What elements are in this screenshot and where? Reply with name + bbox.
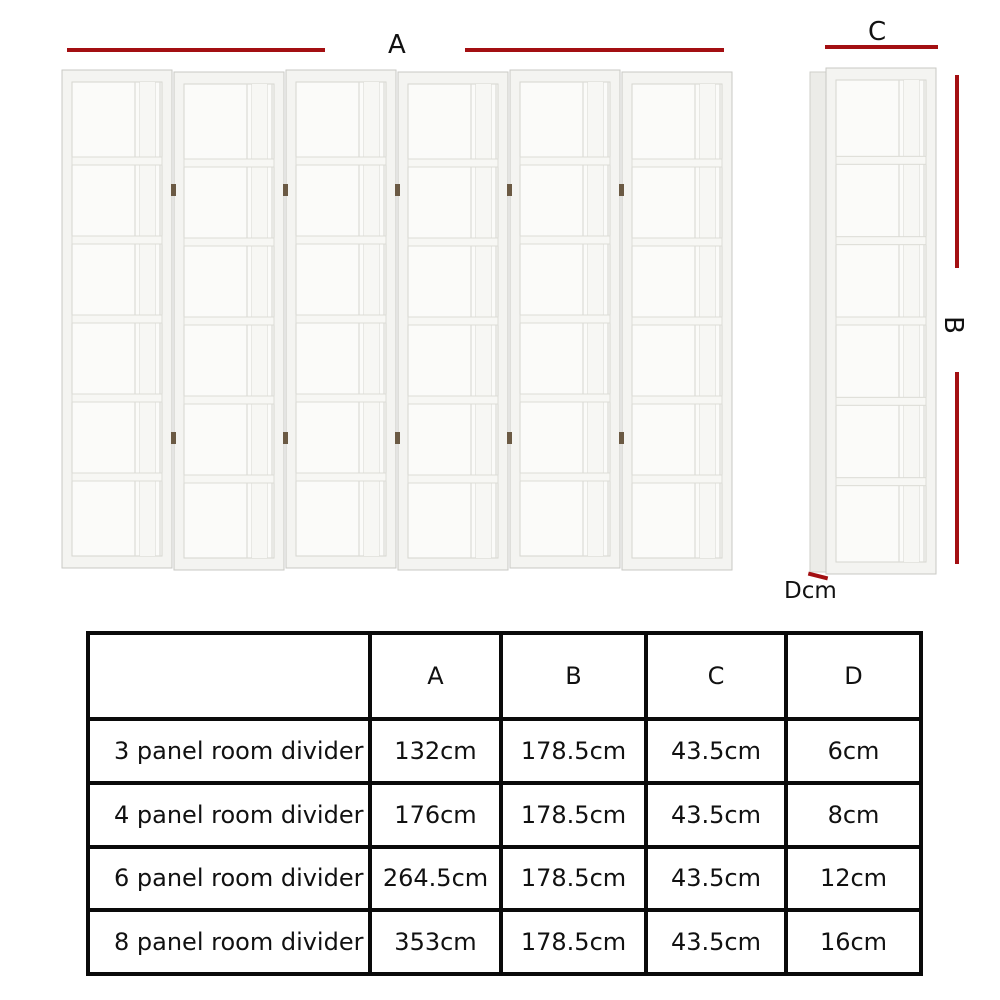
hinge-icon (171, 432, 176, 444)
cell-d: 8cm (786, 783, 921, 847)
divider-panel (62, 70, 172, 568)
header-cell-b: B (501, 633, 646, 719)
dimension-a-line-left (67, 48, 325, 52)
row-label: 6 panel room divider (88, 847, 370, 911)
divider-panel-side (826, 68, 936, 574)
cell-d: 12cm (786, 847, 921, 911)
dimension-b-line-bottom (955, 372, 959, 564)
table-row (88, 847, 921, 911)
dimension-b-label: B (937, 316, 968, 334)
dimension-a-line-right (465, 48, 724, 52)
cell-c: 43.5cm (646, 783, 786, 847)
header-cell-a: A (370, 633, 501, 719)
cell-d: 16cm (786, 910, 921, 974)
header-cell-d: D (786, 633, 921, 719)
hinge-icon (507, 184, 512, 196)
hinge-icon (283, 184, 288, 196)
divider-panel (510, 70, 620, 568)
table-row (88, 719, 921, 783)
hinge-icon (619, 432, 624, 444)
dimension-b-line-top (955, 75, 959, 268)
hinge-icon (619, 184, 624, 196)
cell-a: 132cm (370, 719, 501, 783)
divider-panel (286, 70, 396, 568)
hinge-icon (395, 184, 400, 196)
divider-panel (622, 72, 732, 570)
divider-panel (174, 72, 284, 570)
cell-b: 178.5cm (501, 847, 646, 911)
dimension-a-label: A (388, 30, 406, 60)
row-label: 8 panel room divider (88, 910, 370, 974)
dimension-c-label: C (868, 17, 887, 47)
divider-side-view (808, 66, 944, 578)
hinge-icon (395, 432, 400, 444)
hinge-icon (507, 432, 512, 444)
cell-a: 353cm (370, 910, 501, 974)
table-row (88, 910, 921, 974)
row-label: 4 panel room divider (88, 783, 370, 847)
table-header-row (88, 633, 921, 719)
cell-c: 43.5cm (646, 847, 786, 911)
cell-a: 176cm (370, 783, 501, 847)
cell-a: 264.5cm (370, 847, 501, 911)
cell-c: 43.5cm (646, 719, 786, 783)
divider-panel (398, 72, 508, 570)
spec-table (86, 631, 923, 976)
cell-b: 178.5cm (501, 719, 646, 783)
table-row (88, 783, 921, 847)
cell-c: 43.5cm (646, 910, 786, 974)
header-cell-c: C (646, 633, 786, 719)
dimension-d-label: Dcm (784, 578, 837, 604)
hinge-icon (171, 184, 176, 196)
row-label: 3 panel room divider (88, 719, 370, 783)
hinge-icon (283, 432, 288, 444)
cell-d: 6cm (786, 719, 921, 783)
cell-b: 178.5cm (501, 910, 646, 974)
panel-side-edge (810, 72, 828, 572)
header-cell-empty (88, 633, 370, 719)
divider-front-view (60, 66, 736, 572)
cell-b: 178.5cm (501, 783, 646, 847)
